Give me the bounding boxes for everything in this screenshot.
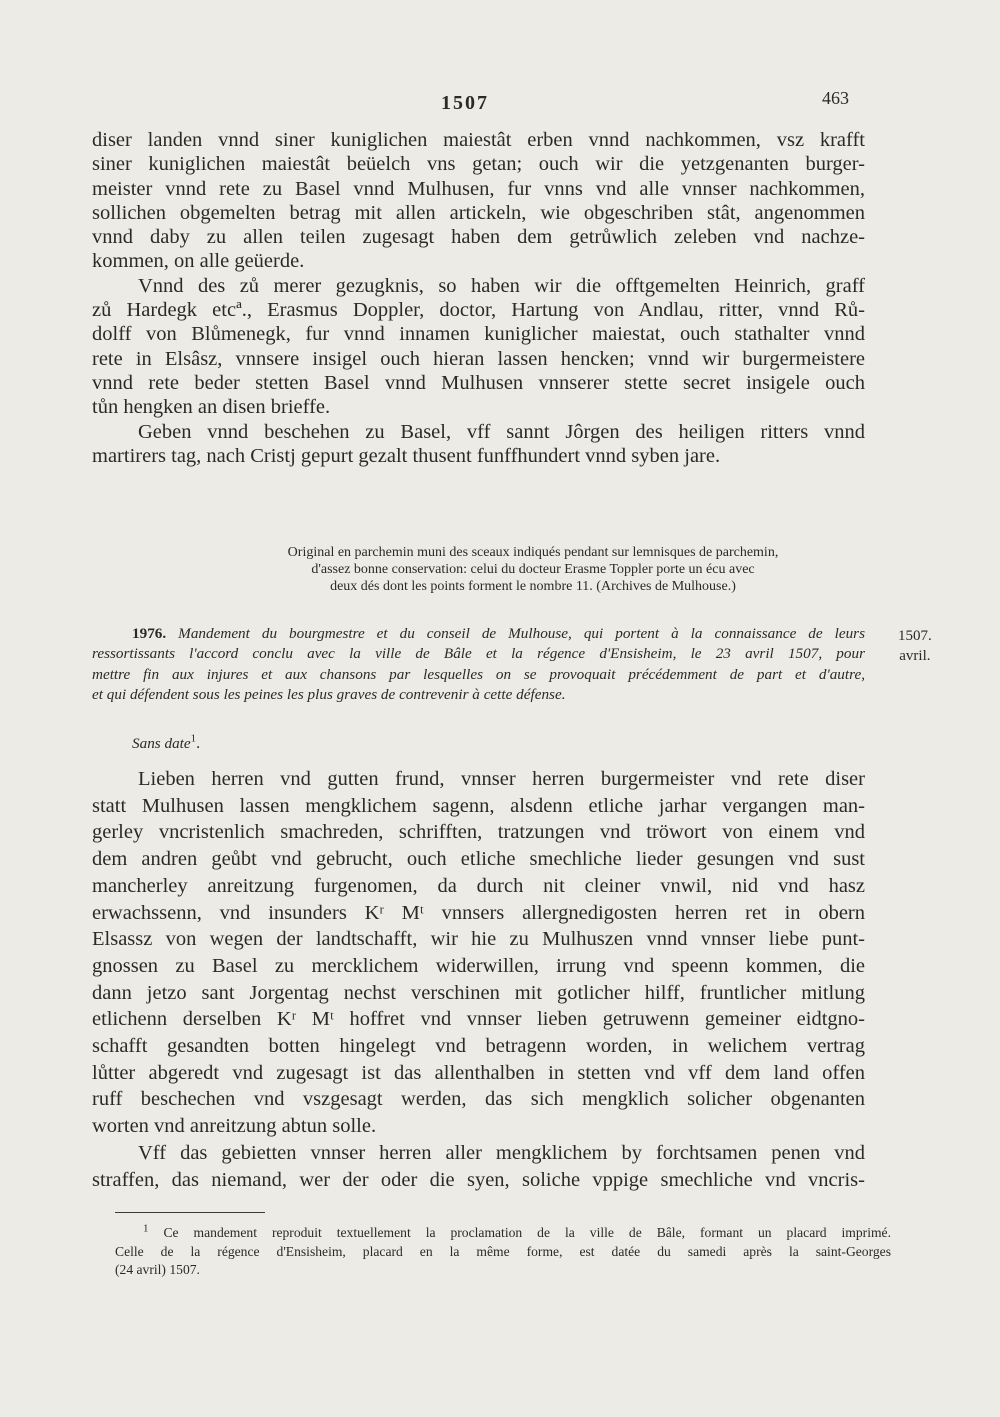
- footnote-separator: [115, 1212, 265, 1213]
- margin-month: avril.: [899, 648, 931, 664]
- text-line: straffen, das niemand, wer der oder die syen, soliche vppige smechliche vnd vncris-: [92, 1168, 865, 1191]
- footnote-line: [115, 1224, 891, 1243]
- document-summary: [92, 624, 865, 705]
- text-line: Elsassz von wegen der landtschafft, wir hie zu Mulhuszen vnnd vnnser liebe punt-: [92, 928, 865, 951]
- text-line: siner kuniglichen maiestât beüelch vns getan; ouch wir die yetzgenanten burger-: [92, 153, 865, 176]
- summary-line: et qui défendent sous les peines les plus graves de contrevenir à cette défense.: [92, 685, 566, 703]
- text-line: erwachssenn, vnd insunders Kʳ Mᵗ vnnsers allergnedigosten herren ret in obern: [92, 901, 865, 924]
- footnote-line: (24 avril) 1507.: [115, 1262, 200, 1277]
- margin-year: 1507.: [898, 628, 932, 644]
- text-line: statt Mulhusen lassen mengklichem sagenn, alsdenn etliche jarhar vergangen man-: [92, 794, 865, 817]
- text-line: sollichen obgemelten betrag mit allen artickeln, wie obgeschriben stât, angenommen: [92, 201, 865, 224]
- footnote-mark: 1: [143, 1222, 149, 1235]
- document-number: 1976.: [132, 625, 167, 642]
- summary-line: mettre fin aux injures et aux chansons par lesquelles on se provoquait précédemment de part et d'autre,: [92, 665, 865, 683]
- text-line: Lieben herren vnd gutten frund, vnnser herren burgermeister vnd rete diser: [138, 768, 865, 790]
- running-head-year: 1507: [441, 92, 489, 114]
- text-line: schafft gesandten botten hingelegt vnd betragenn worden, in welichem vertrag: [92, 1035, 865, 1058]
- text-line: dem andren geůbt vnd gebrucht, ouch etliche smechliche lieder gesungen vnd sust: [92, 848, 865, 871]
- main-text-block: [92, 128, 865, 468]
- text-line: martirers tag, nach Cristj gepurt gezalt thusent funffhundert vnnd syben jare.: [92, 444, 721, 467]
- text-line: vnnd rete beder stetten Basel vnnd Mulhusen vnnserer stette secret insigele ouch: [92, 371, 865, 394]
- text-line: meister vnnd rete zu Basel vnnd Mulhusen, fur vnns vnd alle vnnser nachkommen,: [92, 177, 865, 200]
- text-line: Vnnd des zů merer gezugknis, so haben wir die offtgemelten Heinrich, graff: [138, 274, 865, 297]
- text-line: Vff das gebietten vnnser herren aller mengklichem by forchtsamen penen vnd: [138, 1141, 865, 1164]
- source-note-line: Original en parchemin muni des sceaux indiqués pendant sur lemnisques de parchemin,: [287, 545, 779, 560]
- date-line: Sans date$^1$.: [132, 732, 201, 752]
- text-line: lůtter abgeredt vnd zugesagt ist das allenthalben in stetten vnd vff dem land offen: [92, 1061, 865, 1084]
- text-line: dolff von Blůmenegk, fur vnnd innamen kuniglicher maiestat, ouch stathalter vnnd: [92, 323, 865, 346]
- text-line: mancherley anreitzung furgenomen, da durch nit cleiner vnwil, nid vnd hasz: [92, 874, 865, 897]
- text-line: vnnd daby zu allen teilen zugesagt haben dem getrůwlich zeleben vnd nachze-: [92, 226, 865, 249]
- summary-line: ressortissants l'accord conclu avec la ville de Bâle et la régence d'Ensisheim, le 23 avril 1507, pour: [92, 645, 865, 663]
- sans-date: Sans date: [132, 735, 191, 752]
- source-note: [190, 544, 876, 595]
- text-line: zů Hardegk etcª., Erasmus Doppler, doctor, Hartung von Andlau, ritter, vnnd Rů-: [92, 299, 865, 322]
- source-note-line: d'assez bonne conservation: celui du docteur Erasme Toppler porte un écu avec: [311, 562, 755, 577]
- text-line: diser landen vnnd siner kuniglichen maiestât erben vnnd nachkommen, vsz krafft: [92, 129, 865, 151]
- text-line: rete in Elsâsz, vnnsere insigel ouch hieran lassen hencken; vnnd wir burgermeistere: [92, 347, 865, 370]
- text-line: etlichenn derselben Kʳ Mᵗ hoffret vnd vnnser lieben getruwenn gemeiner eidtgno-: [92, 1008, 865, 1031]
- text-line: worten vnd anreitzung abtun solle.: [92, 1115, 377, 1138]
- footnote-line: Celle de la régence d'Ensisheim, placard en la même forme, est datée du samedi après la saint-Georges: [115, 1243, 891, 1259]
- text-line: gnossen zu Basel zu mercklichem widerwillen, irrung vnd speenn kommen, die: [92, 954, 865, 977]
- footnote-text: Ce mandement reproduit textuellement la proclamation de la ville de Bâle, formant un placard imprimé.: [163, 1225, 891, 1240]
- text-line: ruff beschechen vnd vszgesagt werden, das sich mengklich solicher obgenanten: [92, 1088, 865, 1111]
- summary-text: Mandement du bourgmestre et du conseil de Mulhouse, qui portent à la connaissance de leurs: [178, 625, 866, 642]
- source-note-line: deux dés dont les points forment le nombre 11. (Archives de Mulhouse.): [330, 579, 736, 594]
- footnote: [115, 1224, 891, 1280]
- text-line: kommen, on alle geüerde.: [92, 250, 305, 273]
- page-number: 463: [822, 88, 849, 108]
- text-line: Geben vnnd beschehen zu Basel, vff sannt Jôrgen des heiligen ritters vnnd: [138, 420, 865, 443]
- text-line: tůn hengken an disen brieffe.: [92, 396, 331, 419]
- footnote-reference: 1: [190, 732, 197, 745]
- document-text-block: [92, 766, 865, 1193]
- margin-date: [898, 626, 932, 666]
- summary-line: [92, 624, 865, 644]
- text-line: dann jetzo sant Jorgentag nechst verschinen mit gotlicher hilff, fruntlicher mitlung: [92, 981, 865, 1004]
- text-line: gerley vncristenlich smachreden, schrifften, tratzungen vnd tröwort von einem vnd: [92, 821, 865, 844]
